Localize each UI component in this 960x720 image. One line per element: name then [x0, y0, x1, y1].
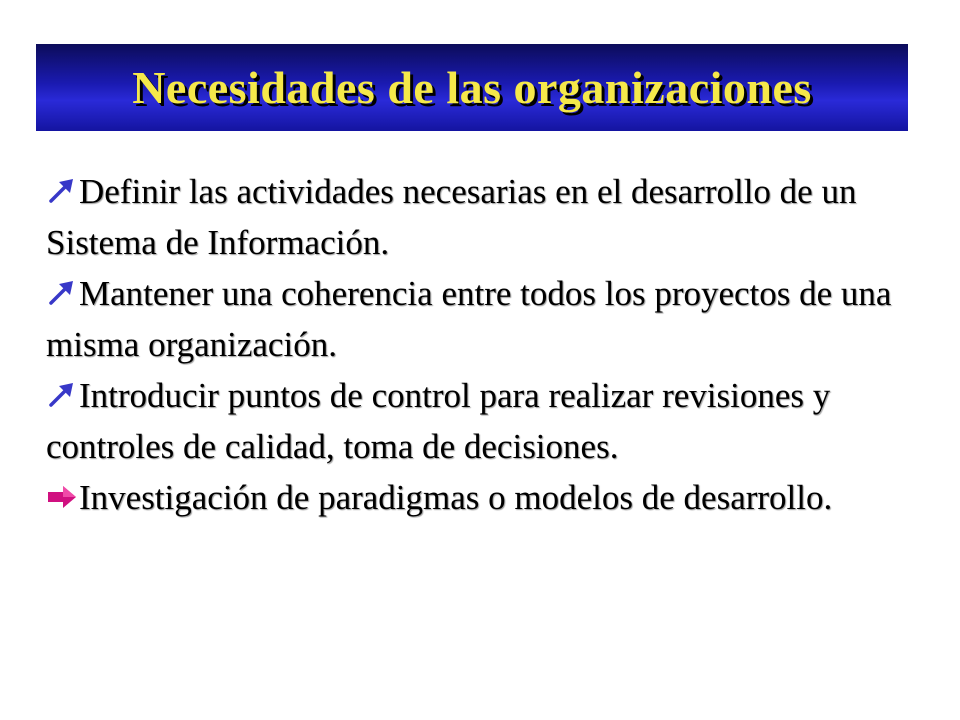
bullet-text: Definir las actividades necesarias en el desarrollo de un Sistema de Información.: [46, 172, 857, 262]
right-arrow-icon: [46, 482, 78, 512]
slide-title: Necesidades de las organizaciones: [132, 62, 812, 113]
bullet-item: [46, 472, 926, 523]
diagonal-arrow-icon: [46, 278, 78, 308]
diagonal-arrow-icon: [46, 380, 78, 410]
bullet-text: Investigación de paradigmas o modelos de desarrollo.: [79, 478, 833, 517]
bullet-list: [46, 166, 926, 523]
bullet-text: Mantener una coherencia entre todos los proyectos de una misma organización.: [46, 274, 892, 364]
bullet-item: [46, 166, 926, 268]
bullet-item: [46, 370, 926, 472]
diagonal-arrow-icon: [46, 176, 78, 206]
title-bar: [36, 44, 908, 131]
bullet-item: [46, 268, 926, 370]
bullet-text: Introducir puntos de control para realizar revisiones y controles de calidad, toma de decisiones.: [46, 376, 831, 466]
